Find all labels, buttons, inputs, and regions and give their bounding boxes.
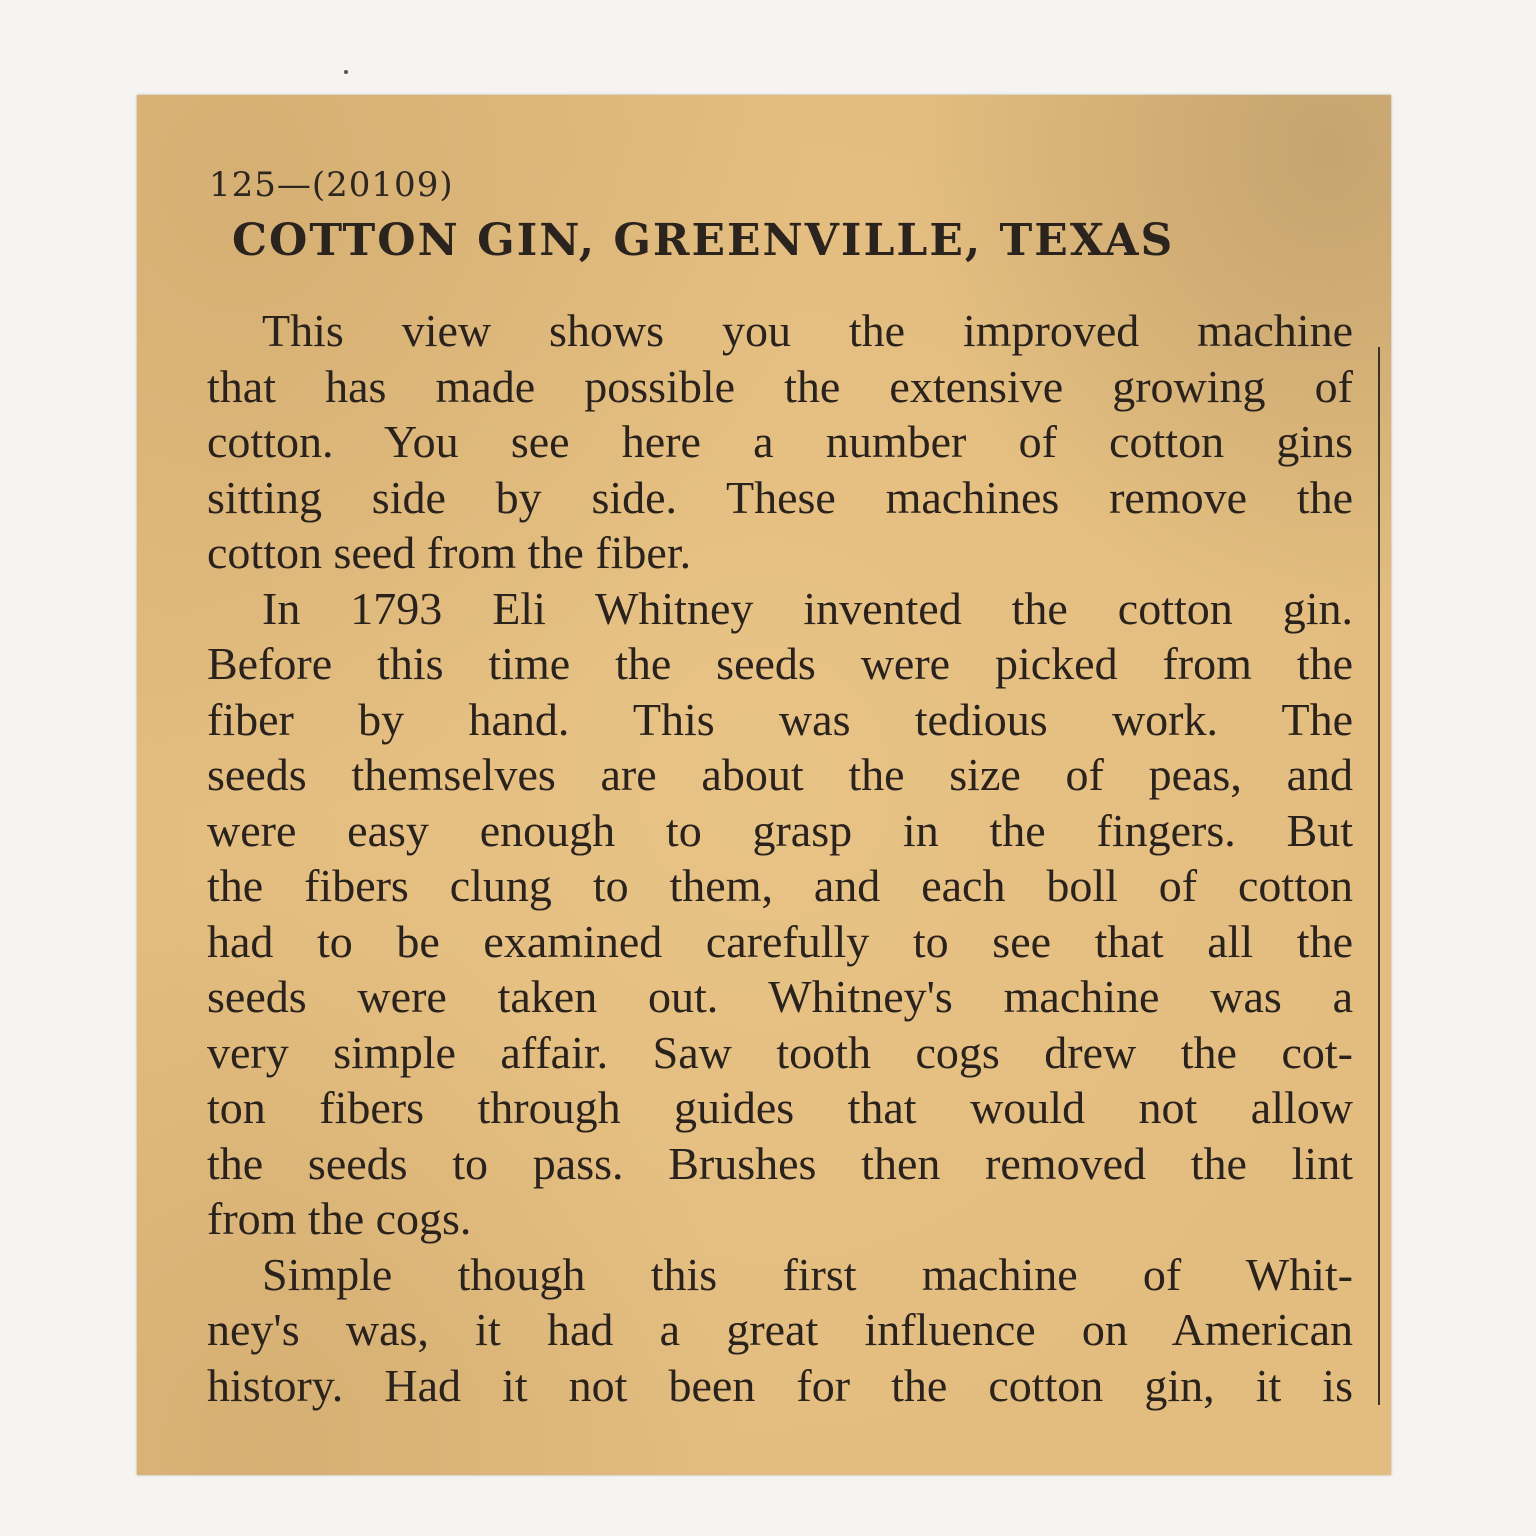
text-line: that has made possible the extensive growing of bbox=[207, 360, 1353, 412]
text-line: from the cogs. bbox=[207, 1193, 472, 1244]
card-title: COTTON GIN, GREENVILLE, TEXAS bbox=[232, 215, 1175, 266]
text-line: the seeds to pass. Brushes then removed the lint bbox=[207, 1137, 1353, 1189]
text-line: history. Had it not been for the cotton gin, it is bbox=[207, 1359, 1353, 1411]
text-line: ney's was, it had a great influence on American bbox=[207, 1304, 1353, 1355]
stereoview-card-back bbox=[137, 95, 1391, 1475]
text-line: cotton. You see here a number of cotton gins bbox=[207, 416, 1353, 467]
text-line: Simple though this first machine of Whit- bbox=[262, 1248, 1353, 1300]
text-line: This view shows you the improved machine bbox=[262, 305, 1353, 356]
paragraph-1 bbox=[207, 303, 1353, 581]
text-line: sitting side by side. These machines remove the bbox=[207, 471, 1353, 523]
text-line: Before this time the seeds were picked from the bbox=[207, 638, 1353, 689]
text-line: the fibers clung to them, and each boll of cotton bbox=[207, 860, 1353, 911]
card-reference-number: 125—(20109) bbox=[209, 165, 454, 205]
text-line: fiber by hand. This was tedious work. The bbox=[207, 693, 1353, 745]
card-body-text bbox=[207, 303, 1353, 1413]
text-line: In 1793 Eli Whitney invented the cotton gin. bbox=[262, 582, 1353, 634]
text-line: seeds themselves are about the size of peas, and bbox=[207, 749, 1353, 800]
text-line: cotton seed from the fiber. bbox=[207, 527, 692, 578]
text-line: very simple affair. Saw tooth cogs drew the cot- bbox=[207, 1026, 1353, 1078]
paragraph-2 bbox=[207, 581, 1353, 1247]
text-line: seeds were taken out. Whitney's machine was a bbox=[207, 971, 1353, 1022]
margin-rule bbox=[1378, 347, 1380, 1405]
paragraph-3 bbox=[207, 1247, 1353, 1414]
text-line: were easy enough to grasp in the fingers. But bbox=[207, 804, 1353, 856]
text-line: had to be examined carefully to see that all the bbox=[207, 915, 1353, 967]
text-line: ton fibers through guides that would not allow bbox=[207, 1082, 1353, 1133]
speck bbox=[344, 70, 348, 74]
